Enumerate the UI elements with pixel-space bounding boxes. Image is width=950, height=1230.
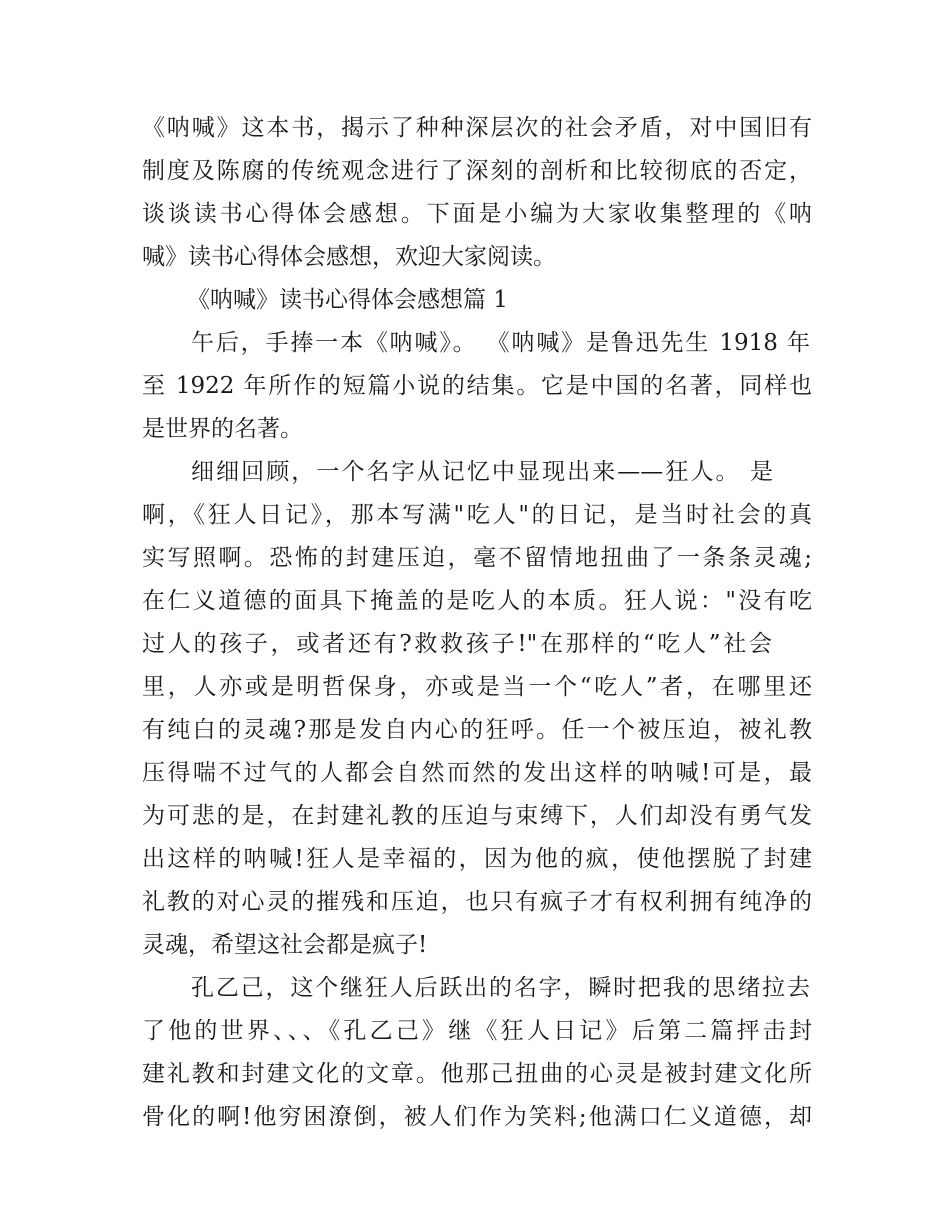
text-line: 为可悲的是，在封建礼教的压迫与束缚下，人们却没有勇气发 [142,803,812,829]
text-line: 出这样的呐喊!狂人是幸福的，因为他的疯，使他摆脱了封建 [142,846,812,872]
text-line: 有纯白的灵魂?那是发自内心的狂呼。任一个被压迫，被礼教 [142,717,812,743]
text-line: 是世界的名著。 [142,416,303,442]
text-line: 啊，《狂人日记》，那本写满"吃人"的日记，是当时社会的真 [142,502,812,528]
text-line: 《呐喊》这本书，揭示了种种深层次的社会矛盾，对中国旧有 [142,115,812,141]
text-line: 灵魂，希望这社会都是疯子! [142,932,428,958]
text-line: 孔乙己，这个继狂人后跃出的名字，瞬时把我的思绪拉去 [191,975,810,1001]
text-line: 建礼教和封建文化的文章。他那己扭曲的心灵是被封建文化所 [142,1061,812,1087]
section-heading: 《呐喊》读书心得体会感想篇 1 [187,287,508,313]
text-line: 了他的世界、、、《孔乙己》继《狂人日记》后第二篇抨击封 [142,1018,812,1044]
text-line: 过人的孩子，或者还有?救救孩子!"在那样的“吃人”社会 [142,631,772,657]
text-line: 实写照啊。恐怖的封建压迫，毫不留情地扭曲了一条条灵魂; [142,545,812,571]
text-line: 喊》读书心得体会感想，欢迎大家阅读。 [142,244,556,270]
text-line: 至 1922 年所作的短篇小说的结集。它是中国的名著，同样也 [142,373,812,399]
text-line: 谈谈读书心得体会感想。下面是小编为大家收集整理的《呐 [142,201,812,227]
text-line: 礼教的对心灵的摧残和压迫，也只有疯子才有权利拥有纯净的 [142,889,812,915]
text-line: 细细回顾，一个名字从记忆中显现出来——狂人。 是 [191,459,773,485]
text-line: 压得喘不过气的人都会自然而然的发出这样的呐喊!可是，最 [142,760,812,786]
text-line: 里，人亦或是明哲保身，亦或是当一个“吃人”者，在哪里还 [142,674,812,700]
text-line: 午后，手捧一本《呐喊》。 《呐喊》是鲁迅先生 1918 年 [191,330,810,356]
text-line: 制度及陈腐的传统观念进行了深刻的剖析和比较彻底的否定， [142,158,812,184]
text-line: 骨化的啊!他穷困潦倒，被人们作为笑料;他满口仁义道德，却 [142,1104,812,1130]
text-line: 在仁义道德的面具下掩盖的是吃人的本质。狂人说："没有吃 [142,588,812,614]
